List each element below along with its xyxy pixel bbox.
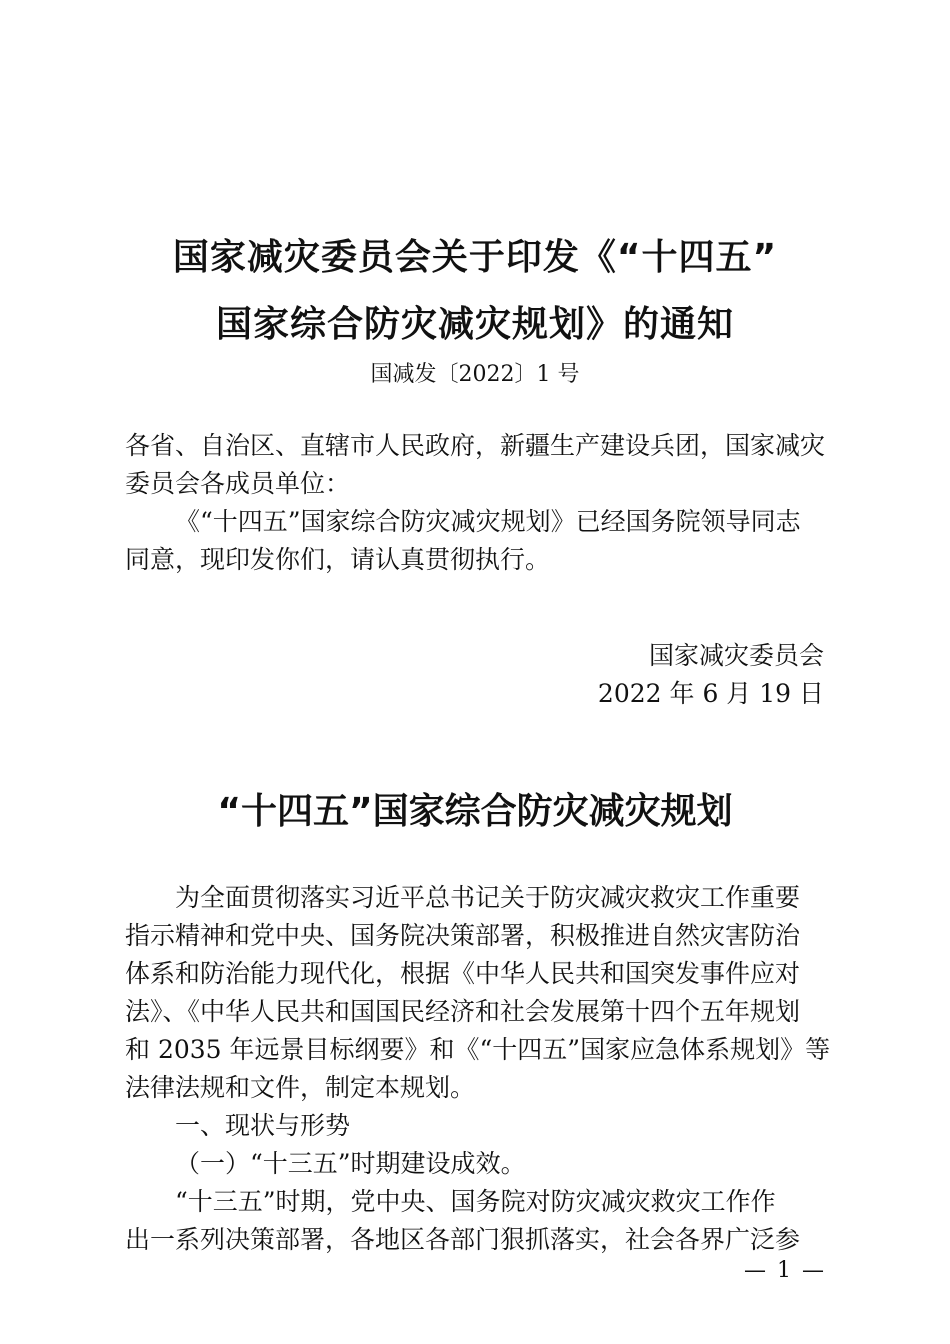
recipients-line-2: 委员会各成员单位： — [125, 469, 351, 498]
notice-body-line-1: 《“十四五”国家综合防灾减灾规划》已经国务院领导同志 — [175, 507, 801, 536]
section-body-line-1: “十三五”时期，党中央、国务院对防灾减灾救灾工作作 — [175, 1187, 776, 1216]
notice-body-line-2: 同意，现印发你们，请认真贯彻执行。 — [125, 545, 551, 574]
issue-date: 2022 年 6 月 19 日 — [597, 679, 824, 708]
section-body-line-2: 出一系列决策部署，各地区各部门狠抓落实，社会各界广泛参 — [125, 1225, 801, 1254]
intro-line: 体系和防治能力现代化，根据《中华人民共和国突发事件应对 — [125, 959, 801, 988]
document-number: 国减发〔2022〕1 号 — [370, 362, 580, 387]
intro-line: 法律法规和文件，制定本规划。 — [125, 1073, 476, 1102]
notice-title-line-1: 国家减灾委员会关于印发《“十四五” — [172, 237, 778, 278]
intro-line: 为全面贯彻落实习近平总书记关于防灾减灾救灾工作重要 — [175, 883, 801, 912]
intro-line: 指示精神和党中央、国务院决策部署，积极推进自然灾害防治 — [125, 921, 801, 950]
recipients-line-1: 各省、自治区、直辖市人民政府，新疆生产建设兵团，国家减灾 — [125, 431, 826, 460]
intro-line: 法》、《中华人民共和国国民经济和社会发展第十四个五年规划 — [125, 997, 801, 1026]
notice-body — [125, 427, 830, 579]
intro-line: 和 2035 年远景目标纲要》和《“十四五”国家应急体系规划》等 — [125, 1035, 831, 1064]
plan-body — [125, 879, 830, 1259]
page-number: — 1 — — [744, 1258, 826, 1283]
notice-title-line-2: 国家综合防灾减灾规划》的通知 — [215, 304, 734, 345]
section-heading: 一、现状与形势 — [175, 1111, 351, 1140]
issuer: 国家减灾委员会 — [648, 641, 824, 670]
plan-title: “十四五”国家综合防灾减灾规划 — [217, 791, 733, 832]
subsection-heading: （一）“十三五”时期建设成效。 — [175, 1149, 526, 1178]
